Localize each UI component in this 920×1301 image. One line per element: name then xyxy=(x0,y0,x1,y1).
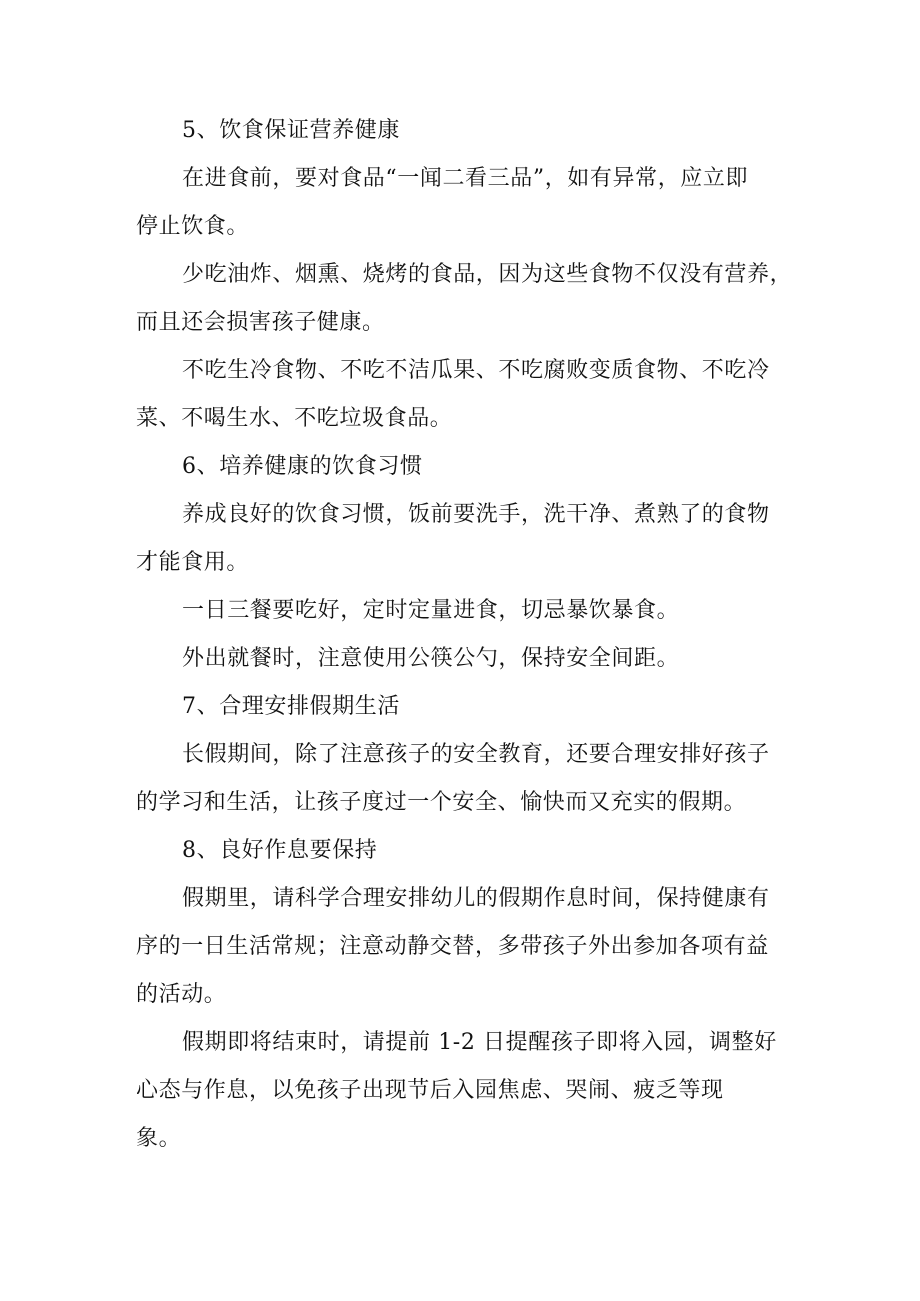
paragraph xyxy=(136,251,798,347)
document-body xyxy=(136,107,798,1163)
paragraph-line: 假期里，请科学合理安排幼儿的假期作息时间，保持健康有 xyxy=(182,886,770,911)
paragraph xyxy=(136,731,798,827)
paragraph-line: 少吃油炸、烟熏、烧烤的食品，因为这些食物不仅没有营养， xyxy=(182,262,793,287)
paragraph-line: 的活动。 xyxy=(136,982,227,1007)
section-heading xyxy=(136,443,798,491)
paragraph-line: 养成良好的饮食习惯，饭前要洗手，洗干净、煮熟了的食物 xyxy=(182,502,770,527)
section-5 xyxy=(136,107,798,443)
paragraph-line: 的学习和生活，让孩子度过一个安全、愉快而又充实的假期。 xyxy=(136,790,747,815)
paragraph-line: 序的一日生活常规；注意动静交替，多带孩子外出参加各项有益 xyxy=(136,934,769,959)
paragraph-line: 假期即将结束时，请提前 1-2 日提醒孩子即将入园，调整好 xyxy=(182,1030,777,1055)
heading-text: 7、合理安排假期生活 xyxy=(182,694,400,719)
paragraph-line: 象。 xyxy=(136,1126,182,1151)
paragraph-line: 外出就餐时，注意使用公筷公勺，保持安全间距。 xyxy=(182,646,680,671)
paragraph-line: 长假期间，除了注意孩子的安全教育，还要合理安排好孩子 xyxy=(182,742,770,767)
section-heading xyxy=(136,107,798,155)
paragraph-line: 停止饮食。 xyxy=(136,214,250,239)
paragraph-line: 而且还会损害孩子健康。 xyxy=(136,310,385,335)
section-heading xyxy=(136,683,798,731)
paragraph-line: 菜、不喝生水、不吃垃圾食品。 xyxy=(136,406,453,431)
heading-text: 6、培养健康的饮食习惯 xyxy=(182,454,423,479)
paragraph-line: 不吃生冷食物、不吃不洁瓜果、不吃腐败变质食物、不吃冷 xyxy=(182,358,770,383)
paragraph xyxy=(136,635,798,683)
heading-text: 5、饮食保证营养健康 xyxy=(182,118,400,143)
paragraph xyxy=(136,875,798,1019)
section-6 xyxy=(136,443,798,683)
paragraph-line: 心态与作息，以免孩子出现节后入园焦虑、哭闹、疲乏等现 xyxy=(136,1078,724,1103)
paragraph-line: 在进食前，要对食品“一闻二看三品”，如有异常，应立即 xyxy=(182,166,749,191)
paragraph-line: 一日三餐要吃好，定时定量进食，切忌暴饮暴食。 xyxy=(182,598,680,623)
heading-text: 8、良好作息要保持 xyxy=(182,838,378,863)
paragraph xyxy=(136,347,798,443)
paragraph xyxy=(136,155,798,251)
paragraph xyxy=(136,587,798,635)
section-7 xyxy=(136,683,798,827)
paragraph xyxy=(136,491,798,587)
section-8 xyxy=(136,827,798,1163)
paragraph xyxy=(136,1019,798,1163)
section-heading xyxy=(136,827,798,875)
paragraph-line: 才能食用。 xyxy=(136,550,250,575)
